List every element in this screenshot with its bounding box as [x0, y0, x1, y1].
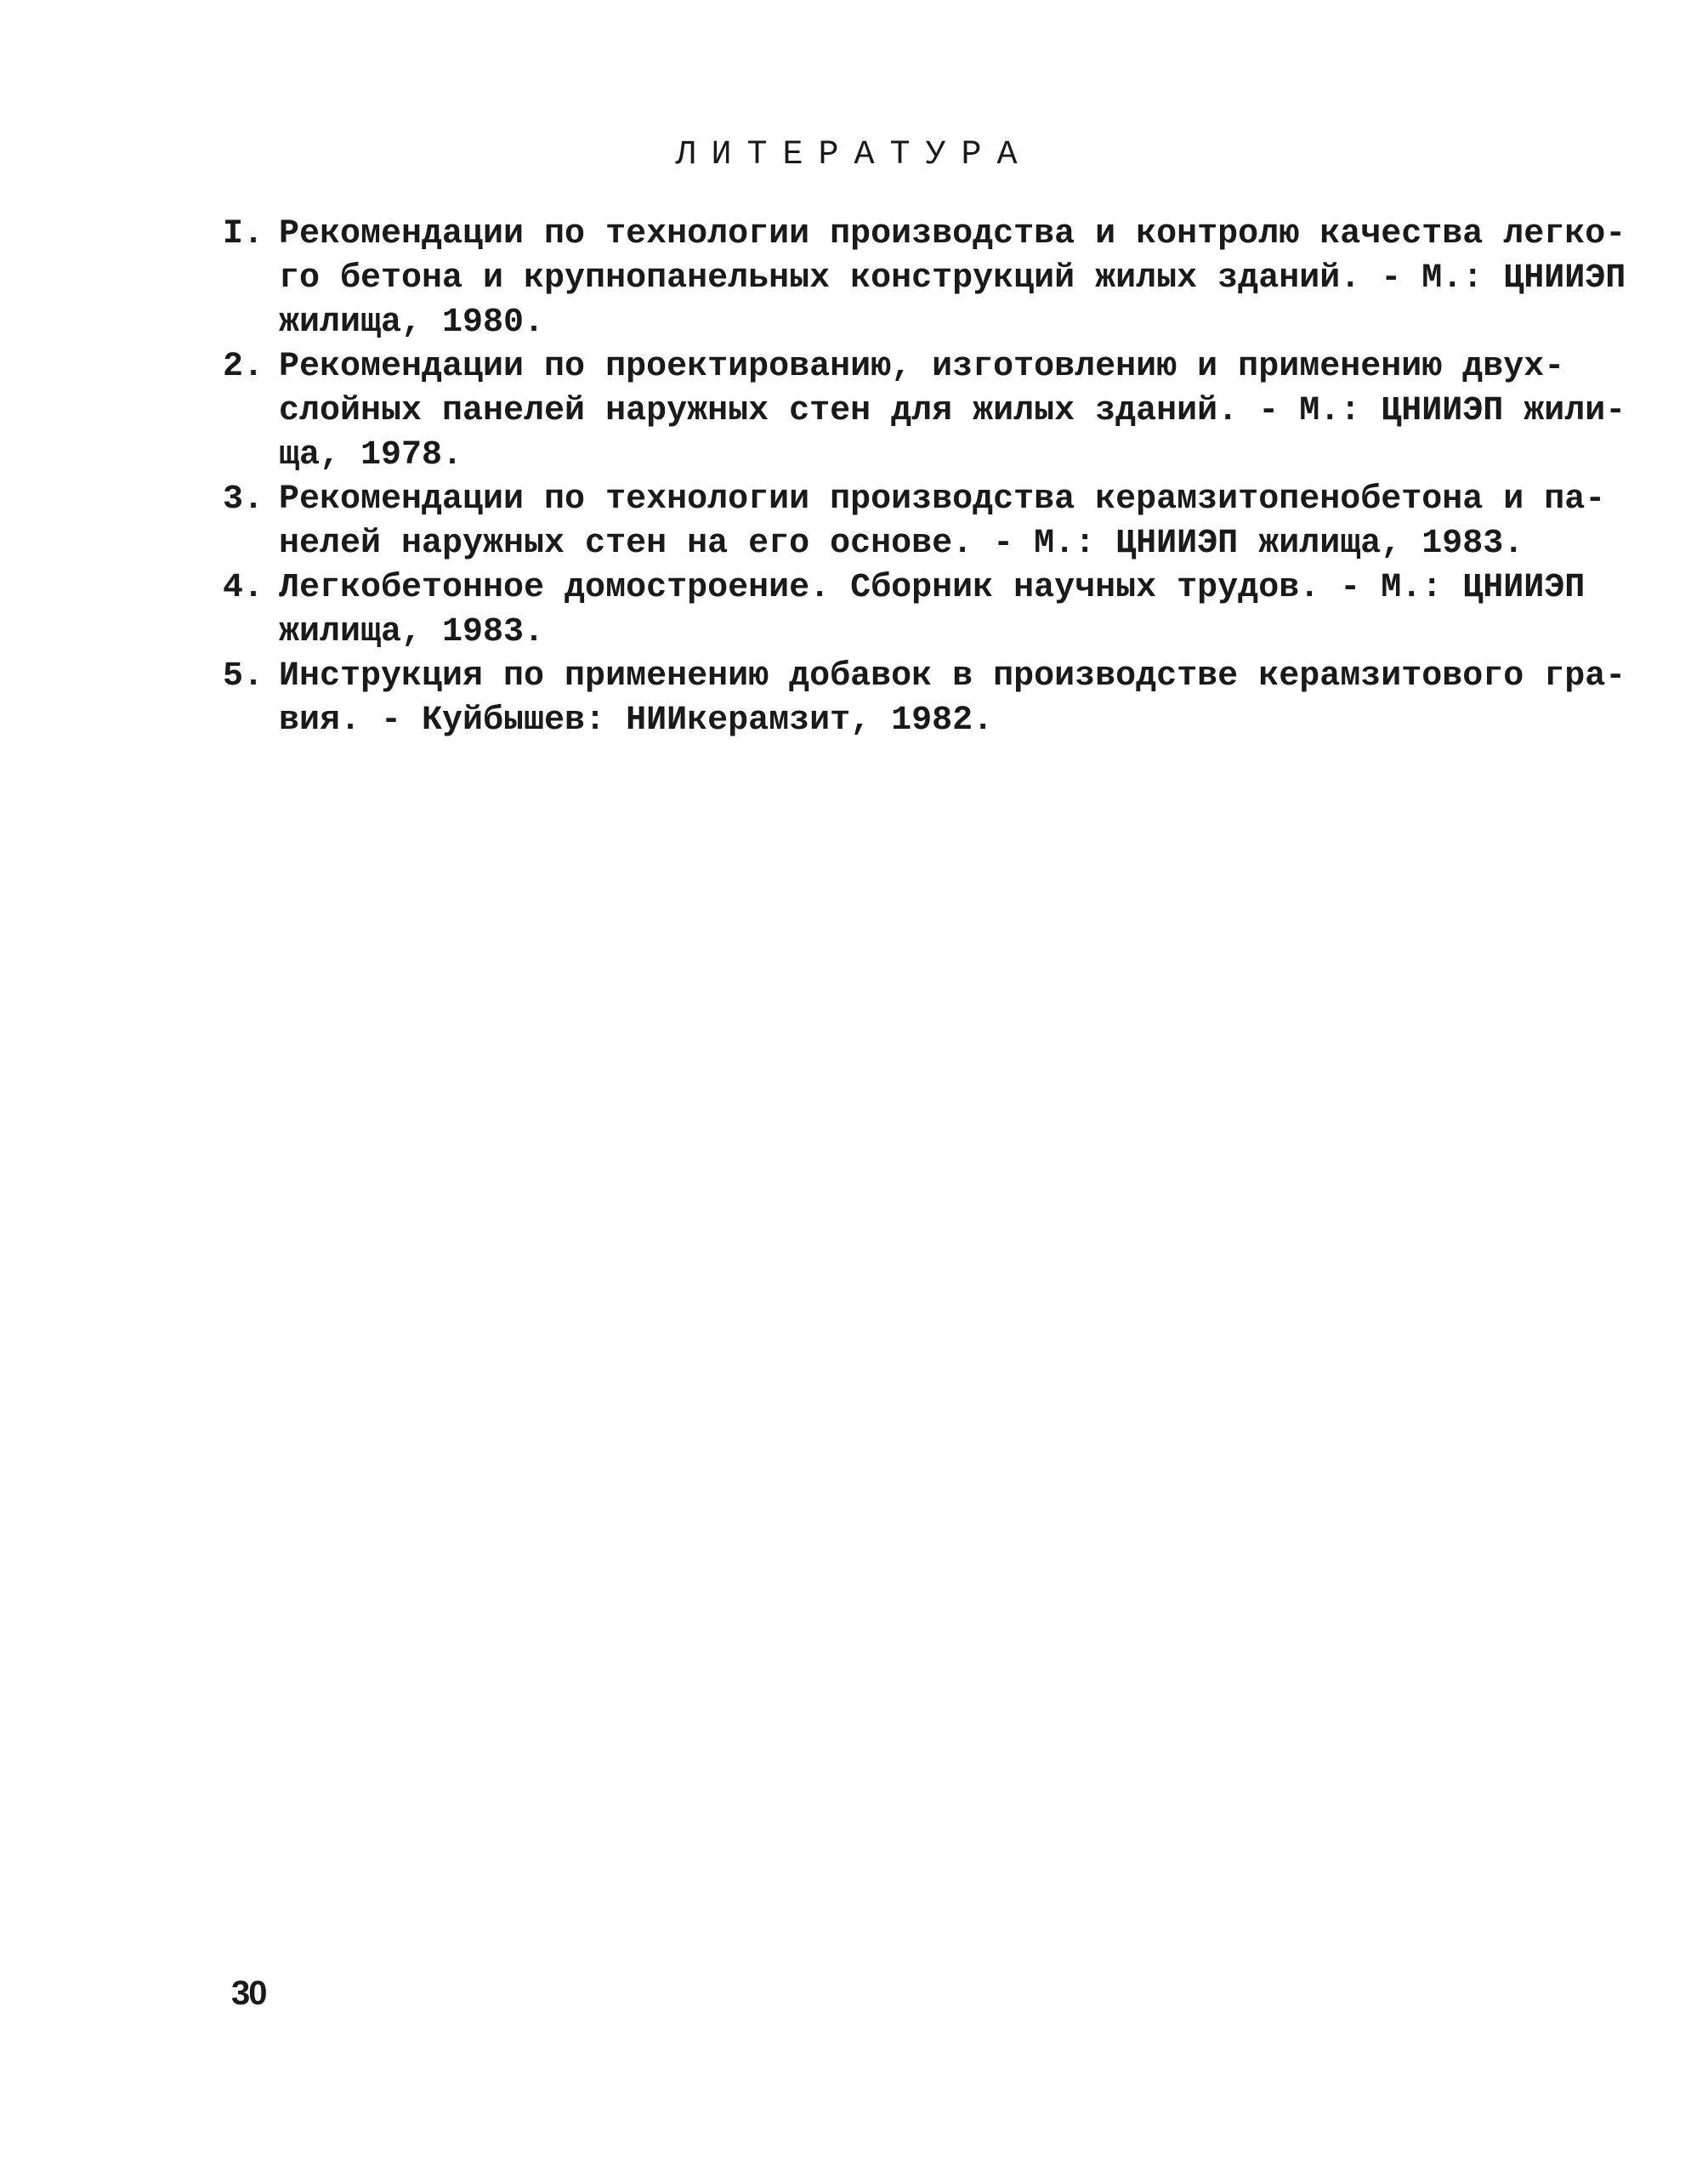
reference-item: [223, 566, 1586, 655]
reference-text-line: вия. - Куйбышев: НИИкерамзит, 1982.: [279, 702, 994, 740]
reference-text-line: Легкобетонное домостроение. Сборник научных трудов. - М.: ЦНИИЭП: [279, 569, 1586, 607]
reference-item: [223, 213, 1626, 345]
page-title: ЛИТЕРАТУРА: [675, 136, 1033, 174]
reference-number: 5.: [223, 657, 264, 696]
reference-text-line: слойных панелей наружных стен для жилых зданий. - М.: ЦНИИЭП жили-: [279, 392, 1626, 430]
reference-text-line: Рекомендации по проектированию, изготовлению и применению двух-: [279, 348, 1565, 386]
reference-item: [223, 655, 1626, 743]
reference-text-line: го бетона и крупнопанельных конструкций жилых зданий. - М.: ЦНИИЭП: [279, 259, 1626, 298]
reference-number: 3.: [223, 480, 264, 519]
reference-text-line: Рекомендации по технологии производства керамзитопенобетона и па-: [279, 480, 1606, 519]
page-number: 30: [231, 1974, 266, 2012]
reference-text-line: нелей наружных стен на его основе. - М.: ЦНИИЭП жилища, 1983.: [279, 525, 1524, 563]
reference-text-line: Рекомендации по технологии производства и контролю качества легко-: [279, 215, 1626, 253]
reference-text-line: ща, 1978.: [279, 436, 463, 474]
reference-item: [223, 478, 1606, 566]
reference-number: 4.: [223, 569, 264, 607]
reference-text-line: жилища, 1983.: [279, 613, 545, 651]
reference-text-line: Инструкция по применению добавок в производстве керамзитового гра-: [279, 657, 1626, 696]
reference-number: I.: [223, 215, 264, 253]
reference-list: [223, 213, 1626, 743]
reference-text-line: жилища, 1980.: [279, 304, 545, 342]
reference-number: 2.: [223, 348, 264, 386]
reference-item: [223, 345, 1626, 478]
